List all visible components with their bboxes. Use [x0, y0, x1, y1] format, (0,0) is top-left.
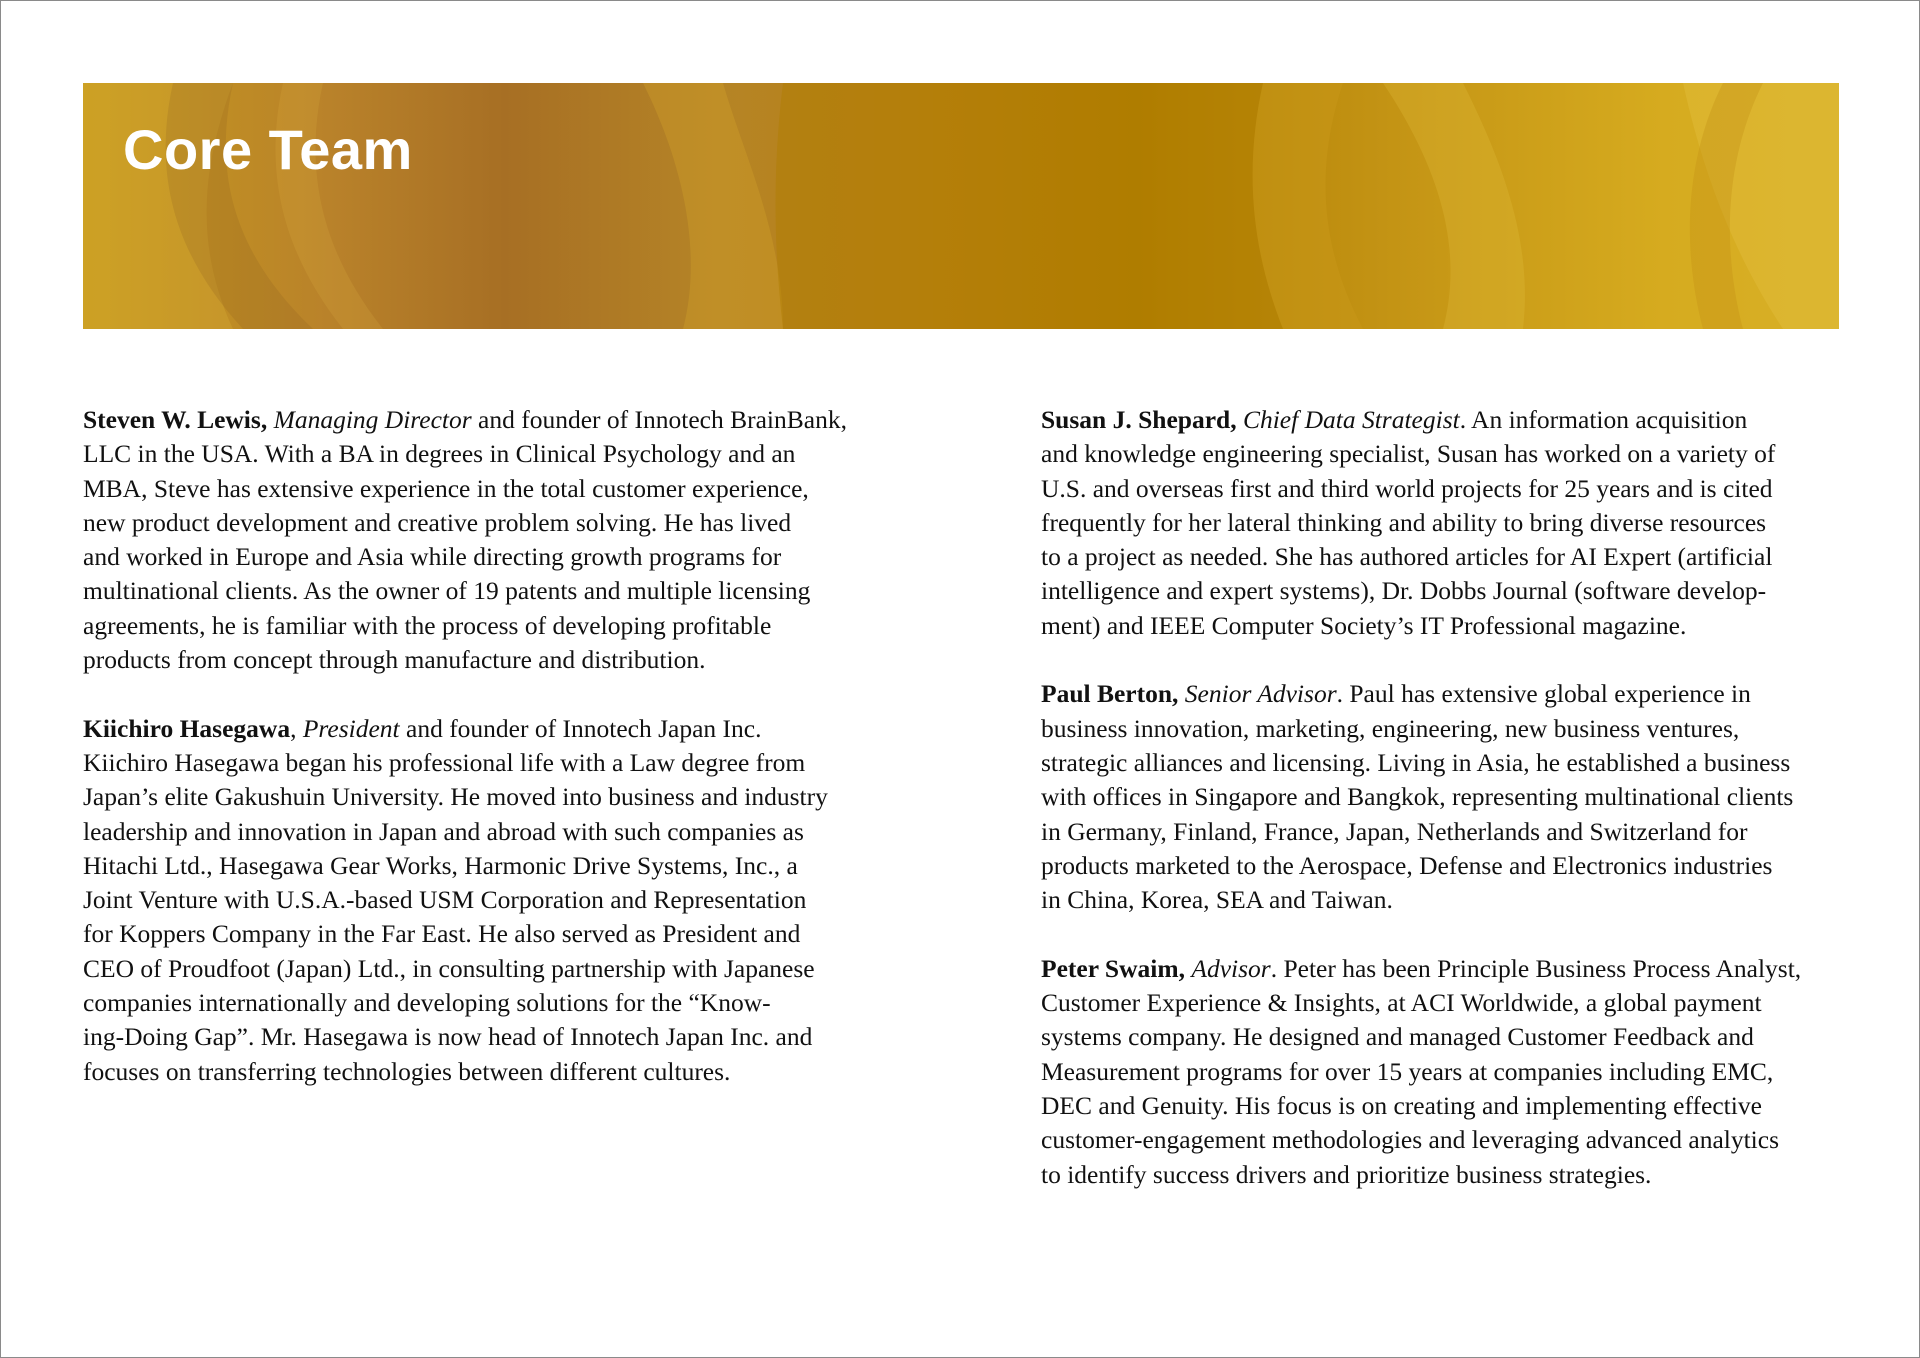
header-banner — [83, 83, 1839, 329]
bio-line: CEO of Proudfoot (Japan) Ltd., in consulting partnership with Japanese — [83, 953, 815, 983]
bio-first-line — [83, 712, 883, 746]
bio-line: new product development and creative problem solving. He has lived — [83, 507, 792, 537]
bio-line: . Peter has been Principle Business Process Analyst, — [1270, 953, 1802, 983]
bio-name: Susan J. Shepard, — [1041, 405, 1237, 434]
bio-line: systems company. He designed and managed Customer Feedback and — [1041, 1022, 1754, 1052]
bio-line: customer-engagement methodologies and leveraging advanced analytics — [1041, 1125, 1780, 1155]
bio-line: for Koppers Company in the Far East. He also served as President and — [83, 919, 801, 949]
bio-line: to a project as needed. She has authored articles for AI Expert (artificial — [1041, 542, 1773, 572]
bio-line: products from concept through manufacture and distribution. — [83, 645, 706, 675]
bio-steven-lewis — [83, 403, 883, 677]
bio-first-line — [1041, 403, 1841, 437]
bio-line: agreements, he is familiar with the process of developing profitable — [83, 610, 772, 640]
bio-name: Kiichiro Hasegawa — [83, 713, 291, 743]
bio-line: Japan’s elite Gakushuin University. He moved into business and industry — [83, 782, 828, 812]
bio-name: Paul Berton, — [1041, 679, 1179, 709]
bio-line: . Paul has extensive global experience in — [1336, 679, 1751, 709]
bio-line: LLC in the USA. With a BA in degrees in Clinical Psychology and an — [83, 439, 796, 469]
bio-line: multinational clients. As the owner of 19 patents and multiple licensing — [83, 576, 811, 606]
bio-line: strategic alliances and licensing. Living in Asia, he established a business — [1041, 747, 1791, 777]
bio-line: Customer Experience & Insights, at ACI Worldwide, a global payment — [1041, 988, 1762, 1018]
bio-title: Advisor — [1191, 953, 1271, 983]
bio-line: and knowledge engineering specialist, Susan has worked on a variety of — [1041, 439, 1776, 469]
bio-line: business innovation, marketing, engineering, new business ventures, — [1041, 713, 1740, 743]
bio-first-line — [1041, 677, 1841, 711]
bio-line: DEC and Genuity. His focus is on creating and implementing effective — [1041, 1090, 1762, 1120]
bio-line: Kiichiro Hasegawa began his professional life with a Law degree from — [83, 747, 806, 777]
bio-paul-berton — [1041, 677, 1841, 917]
bio-title: President — [302, 713, 400, 743]
bio-line: in Germany, Finland, France, Japan, Netherlands and Switzerland for — [1041, 816, 1748, 846]
bio-line: with offices in Singapore and Bangkok, representing multinational clients — [1041, 782, 1794, 812]
bio-name: Peter Swaim, — [1041, 953, 1185, 983]
bio-line: Joint Venture with U.S.A.-based USM Corporation and Representation — [83, 885, 807, 915]
bio-peter-swaim — [1041, 952, 1841, 1192]
bio-title: Managing Director — [273, 405, 472, 434]
bio-line: products marketed to the Aerospace, Defense and Electronics industries — [1041, 850, 1773, 880]
bio-line: . An information acquisition — [1459, 405, 1748, 434]
bio-line: Hitachi Ltd., Hasegawa Gear Works, Harmonic Drive Systems, Inc., a — [83, 850, 798, 880]
bio-name: Steven W. Lewis, — [83, 405, 268, 434]
bio-line: and founder of Innotech BrainBank, — [471, 405, 847, 434]
bio-line: ment) and IEEE Computer Society’s IT Professional magazine. — [1041, 610, 1687, 640]
bio-susan-shepard — [1041, 403, 1841, 643]
bio-line: and worked in Europe and Asia while directing growth programs for — [83, 542, 782, 572]
bio-line: in China, Korea, SEA and Taiwan. — [1041, 885, 1393, 915]
bio-separator: , — [290, 713, 303, 743]
bio-line: Measurement programs for over 15 years at companies including EMC, — [1041, 1056, 1774, 1086]
bio-line: ing-Doing Gap”. Mr. Hasegawa is now head of Innotech Japan Inc. and — [83, 1022, 813, 1052]
bio-kiichiro-hasegawa — [83, 712, 883, 1089]
bio-title: Chief Data Strategist — [1242, 405, 1460, 434]
bio-line: intelligence and expert systems), Dr. Dobbs Journal (software develop- — [1041, 576, 1767, 606]
right-column — [1041, 403, 1841, 1226]
bio-first-line — [83, 403, 883, 437]
bio-line: focuses on transferring technologies between different cultures. — [83, 1056, 731, 1086]
bio-line: to identify success drivers and prioritize business strategies. — [1041, 1159, 1652, 1189]
page-title: Core Team — [123, 118, 413, 181]
bio-line: frequently for her lateral thinking and ability to bring diverse resources — [1041, 507, 1767, 537]
bio-line: leadership and innovation in Japan and abroad with such companies as — [83, 816, 804, 846]
bio-line: companies internationally and developing solutions for the “Know- — [83, 988, 771, 1018]
bio-line: and founder of Innotech Japan Inc. — [399, 713, 762, 743]
left-column — [83, 403, 883, 1123]
bio-line: U.S. and overseas first and third world projects for 25 years and is cited — [1041, 473, 1773, 503]
bio-title: Senior Advisor — [1184, 679, 1337, 709]
bio-first-line — [1041, 952, 1841, 986]
bio-line: MBA, Steve has extensive experience in the total customer experience, — [83, 473, 809, 503]
